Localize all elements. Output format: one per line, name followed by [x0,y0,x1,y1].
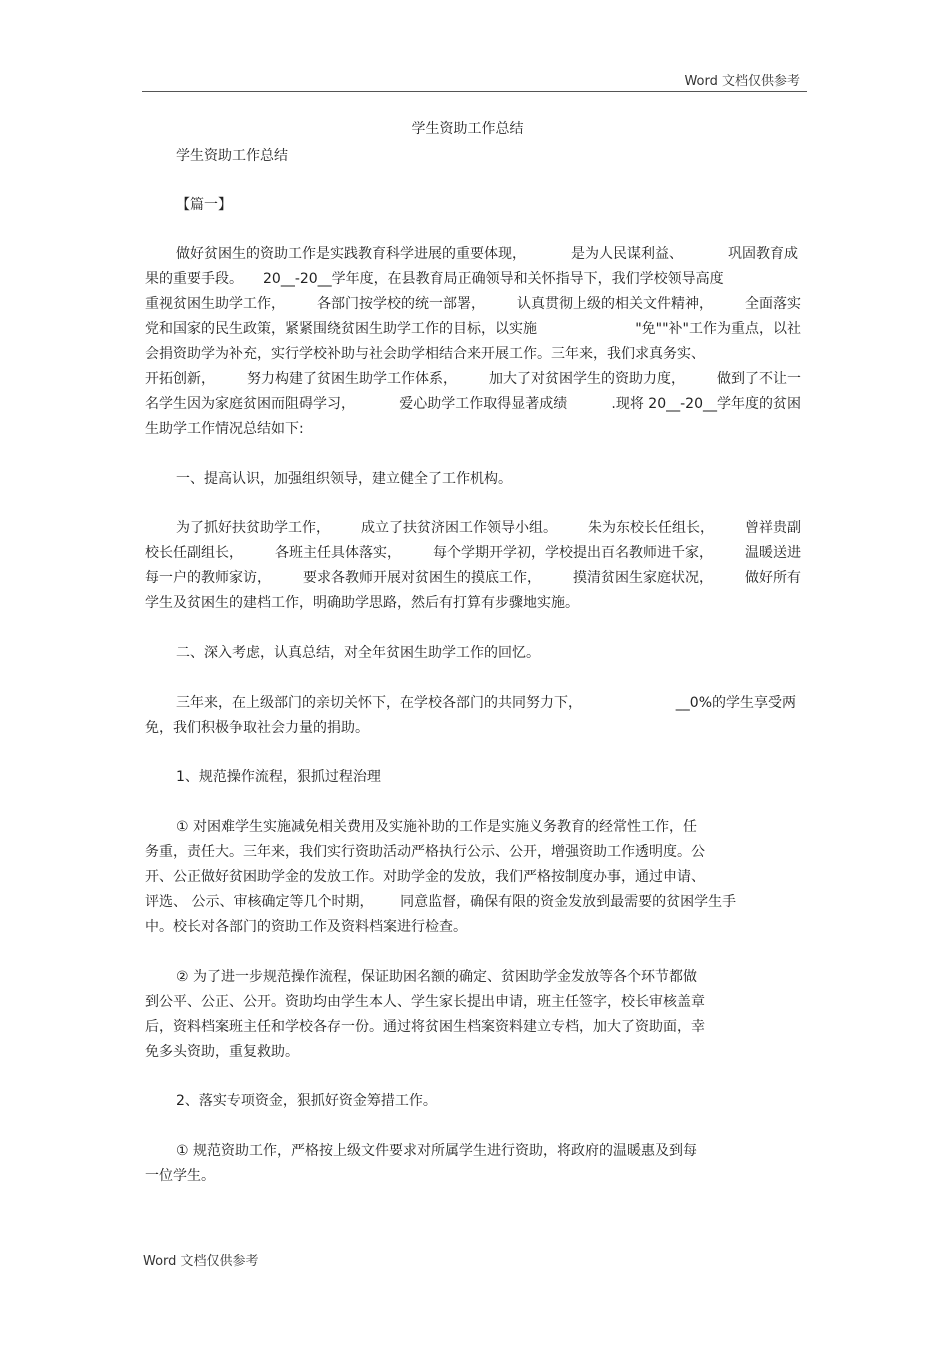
sub1-item1-line: 开、公正做好贫困助学金的发放工作。对助学金的发放，我们严格按制度办事，通过申请、 [145,869,705,885]
header-divider [142,91,807,92]
intro-line: 开拓创新， 努力构建了贫困生助学工作体系， 加大了对贫困学生的资助力度， 做到了不让一 [145,371,801,387]
section2-line: 三年来，在上级部门的亲切关怀下，在学校各部门的共同努力下， __0%的学生享受两 [176,695,796,711]
section-tag: 【篇一】 [176,197,232,213]
section1-line: 校长任副组长， 各班主任具体落实， 每个学期开学初，学校提出百名教师进千家， 温暖送进 [145,545,801,561]
intro-line: 党和国家的民生政策，紧紧围绕贫困生助学工作的目标，以实施 "免""补"工作为重点，以社 [145,321,801,337]
intro-line: 生助学工作情况总结如下: [145,421,304,437]
intro-line: 做好贫困生的资助工作是实践教育科学进展的重要体现， 是为人民谋利益、 巩固教育成 [176,246,798,262]
section2-line: 免，我们积极争取社会力量的捐助。 [145,720,369,736]
sub2-item1-line: ① 规范资助工作，严格按上级文件要求对所属学生进行资助，将政府的温暖惠及到每 [176,1143,697,1159]
section1-heading: 一、提高认识，加强组织领导，建立健全了工作机构。 [176,471,512,487]
sub1-item2-line: ② 为了进一步规范操作流程，保证助困名额的确定、贫困助学金发放等各个环节都做 [176,969,697,985]
sub2-item1-line: 一位学生。 [145,1168,215,1184]
sub1-item2-line: 后，资料档案班主任和学校各存一份。通过将贫困生档案资料建立专档，加大了资助面，幸 [145,1019,705,1035]
sub1-item1-line: 务重，责任大。三年来，我们实行资助活动严格执行公示、公开，增强资助工作透明度。公 [145,844,705,860]
sub1-heading: 1、规范操作流程，狠抓过程治理 [176,769,381,785]
page-footer-note: Word 文档仅供参考 [143,1254,259,1269]
section1-line: 学生及贫困生的建档工作，明确助学思路，然后有打算有步骤地实施。 [145,595,579,611]
section1-line: 为了抓好扶贫助学工作， 成立了扶贫济困工作领导小组。 朱为东校长任组长， 曾祥贵副 [176,520,801,536]
sub1-item2-line: 免多头资助，重复救助。 [145,1044,299,1060]
sub1-item1-line: ① 对困难学生实施减免相关费用及实施补助的工作是实施义务教育的经常性工作，任 [176,819,697,835]
document-subtitle: 学生资助工作总结 [176,148,288,164]
sub2-heading: 2、落实专项资金，狠抓好资金筹措工作。 [176,1093,437,1109]
page-header-note: Word 文档仅供参考 [684,74,800,89]
sub1-item1-line: 中。校长对各部门的资助工作及资料档案进行检查。 [145,919,467,935]
intro-line: 果的重要手段。 20__-20__学年度，在县教育局正确领导和关怀指导下，我们学校领导高度 [145,271,724,287]
document-title: 学生资助工作总结 [411,121,524,137]
section1-line: 每一户的教师家访， 要求各教师开展对贫困生的摸底工作， 摸清贫困生家庭状况， 做好所有 [145,570,801,586]
sub1-item2-line: 到公平、公正、公开。资助均由学生本人、学生家长提出申请，班主任签字，校长审核盖章 [145,994,705,1010]
intro-line: 会捐资助学为补充，实行学校补助与社会助学相结合来开展工作。三年来，我们求真务实、 [145,346,705,362]
intro-line: 名学生因为家庭贫困而阻碍学习， 爱心助学工作取得显著成绩 .现将 20__-20__学年度的贫困 [145,396,801,412]
sub1-item1-line: 评选、 公示、审核确定等几个时期， 同意监督，确保有限的资金发放到最需要的贫困学生手 [145,894,737,910]
intro-line: 重视贫困生助学工作， 各部门按学校的统一部署， 认真贯彻上级的相关文件精神， 全面落实 [145,296,801,312]
section2-heading: 二、深入考虑，认真总结，对全年贫困生助学工作的回忆。 [176,645,540,661]
